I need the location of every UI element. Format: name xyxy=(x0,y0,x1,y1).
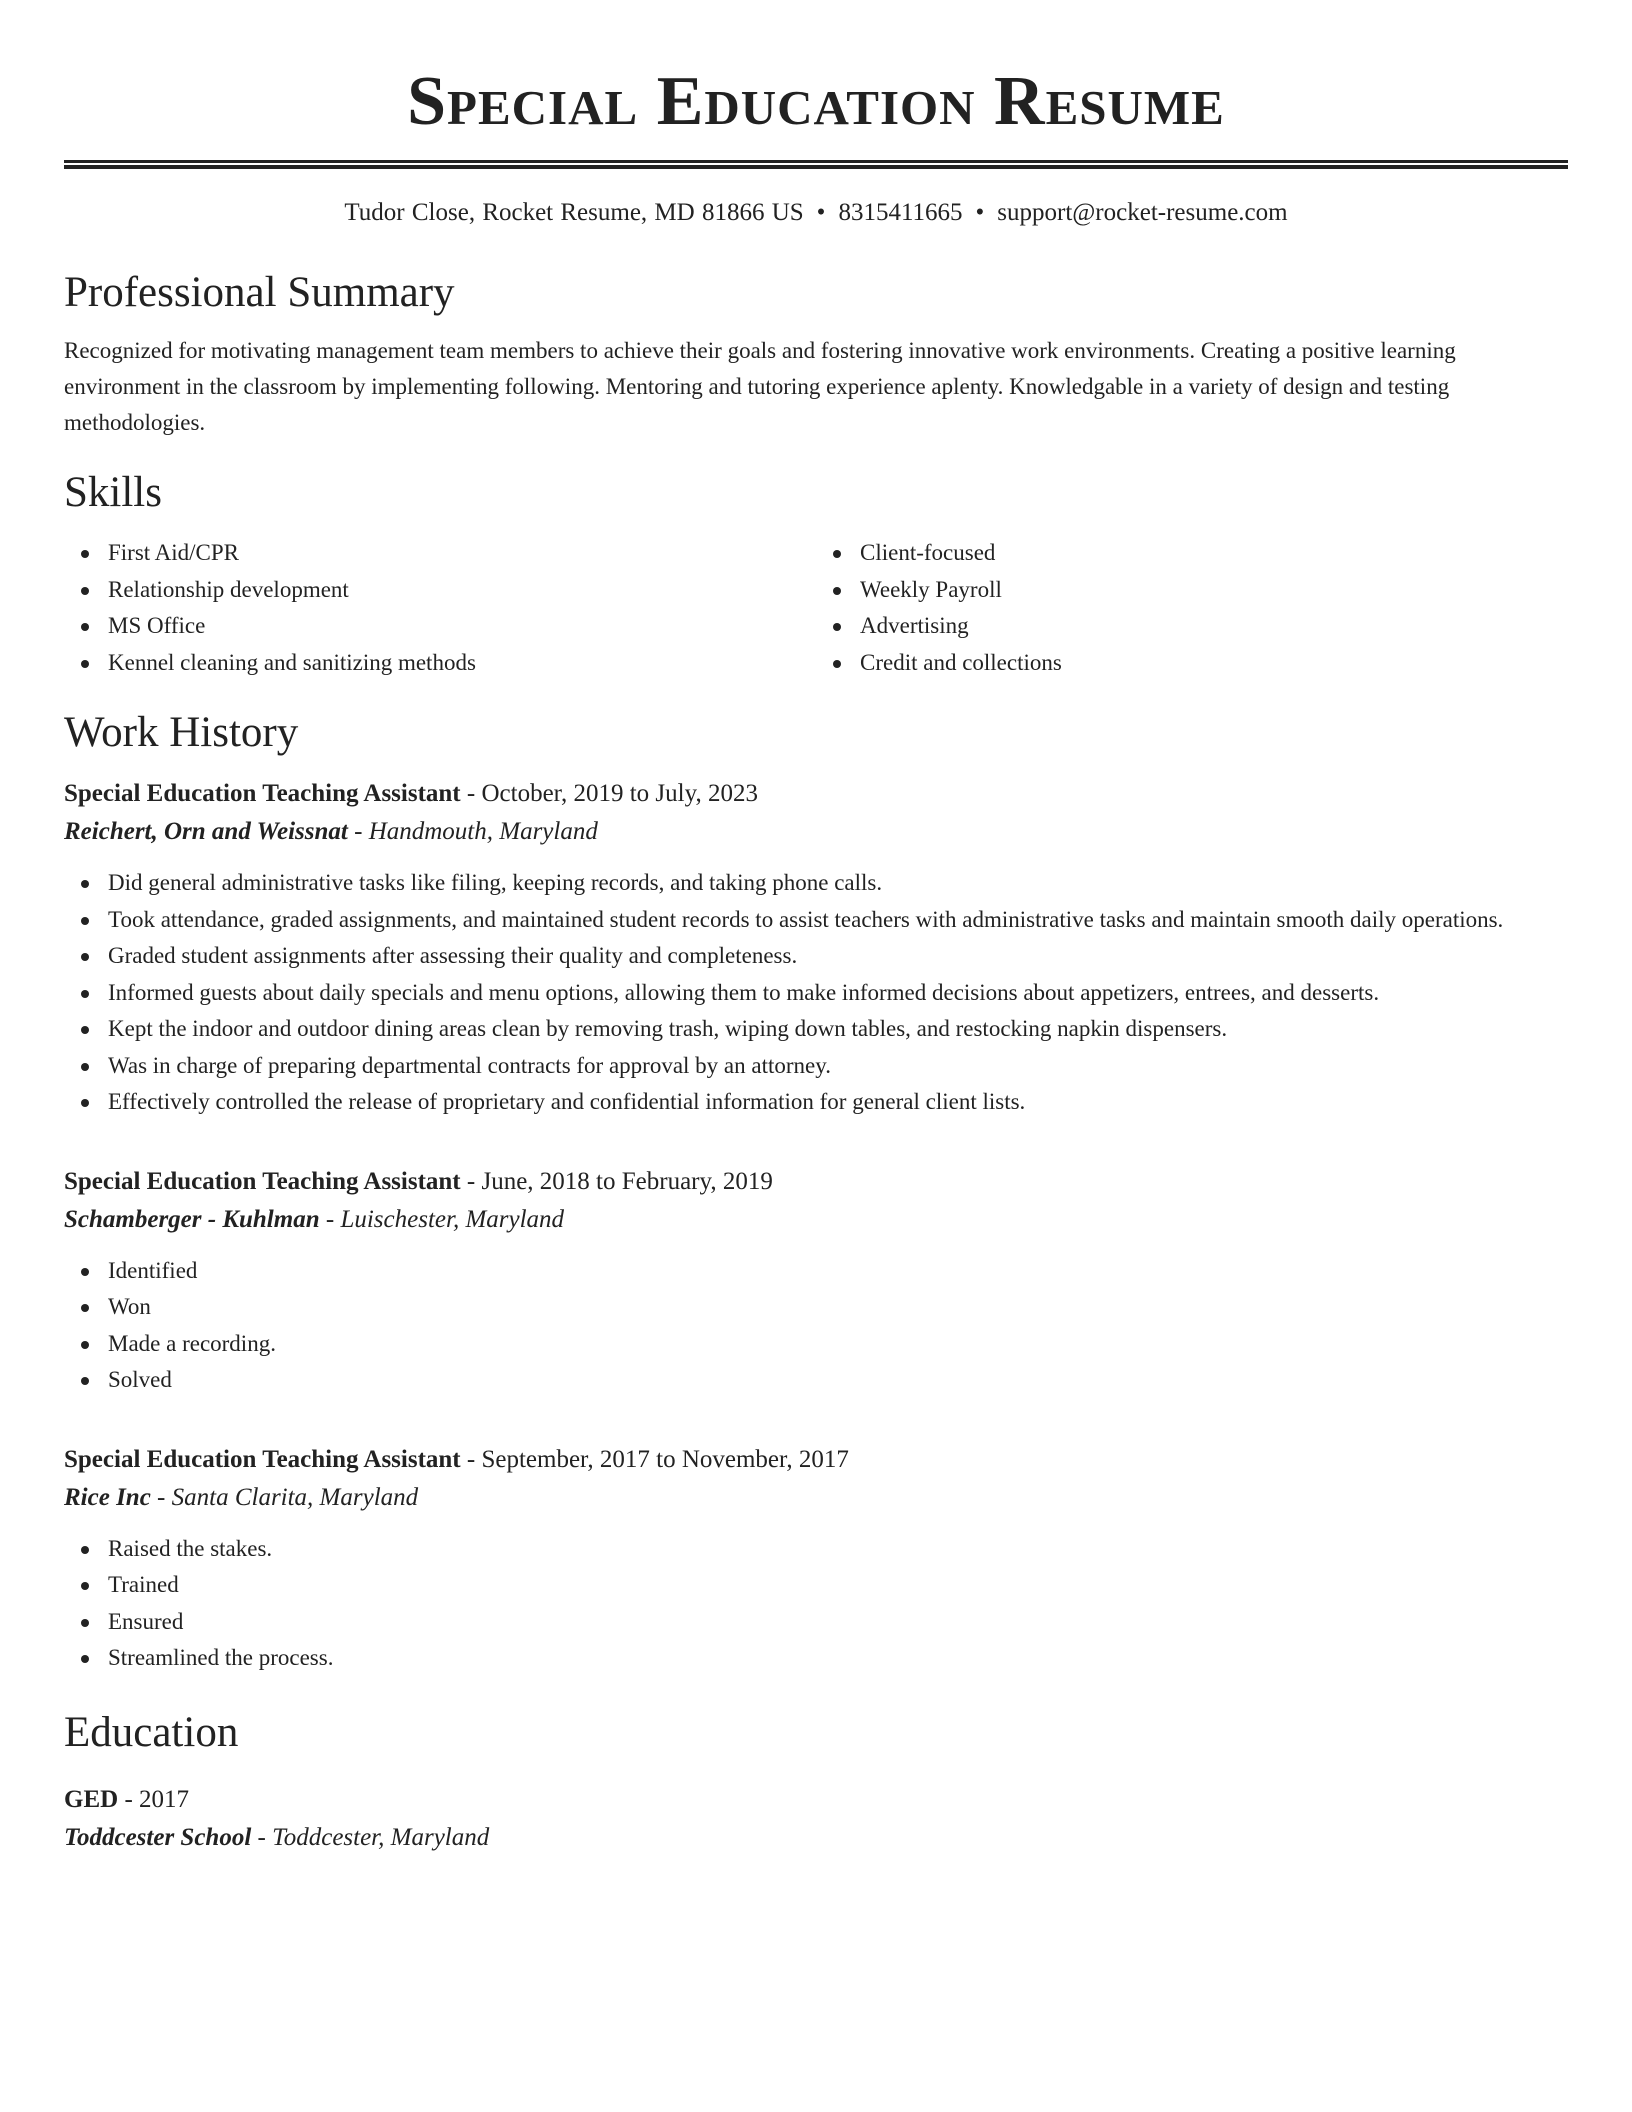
employer-line: Rice Inc - Santa Clarita, Maryland xyxy=(64,1483,419,1511)
duty-item: Made a recording. xyxy=(64,1326,1568,1363)
contact-address: Tudor Close, Rocket Resume, MD 81866 US xyxy=(344,199,804,226)
work-history-heading: Work History xyxy=(64,709,299,756)
employer-name: Reichert, Orn and Weissnat xyxy=(64,818,348,845)
summary-text: Recognized for motivating management team members to achieve their goals and fostering innovative work environments. Creating a positive learning environment in the classroom by implementing following. Mentoring and tutoring experience aplenty. Knowledgable in a variety of design and testing methodologies. xyxy=(64,338,1456,435)
skill-item: Weekly Payroll xyxy=(816,572,1568,609)
contact-separator: • xyxy=(975,199,985,226)
duty-item: Kept the indoor and outdoor dining areas clean by removing trash, wiping down tables, and restocking napkin dispensers. xyxy=(64,1011,1568,1048)
duty-item: Identified xyxy=(64,1253,1568,1290)
skill-item: Advertising xyxy=(816,608,1568,645)
employer-line: Reichert, Orn and Weissnat - Handmouth, Maryland xyxy=(64,818,598,845)
contact-separator: • xyxy=(816,199,826,226)
skill-item: Client-focused xyxy=(816,535,1568,572)
duty-item: Trained xyxy=(64,1567,1568,1604)
job-title-line: Special Education Teaching Assistant - June, 2018 to February, 2019 xyxy=(64,1167,773,1195)
contact-phone: 8315411665 xyxy=(838,199,963,226)
title-divider xyxy=(64,160,1568,169)
duty-item: Was in charge of preparing departmental contracts for approval by an attorney. xyxy=(64,1048,1568,1085)
duty-item: Streamlined the process. xyxy=(64,1640,1568,1677)
summary-heading: Professional Summary xyxy=(64,269,455,316)
education-heading: Education xyxy=(64,1708,239,1756)
job-dates: October, 2019 to July, 2023 xyxy=(481,780,758,807)
job-title: Special Education Teaching Assistant xyxy=(64,1445,461,1473)
job-title-line: Special Education Teaching Assistant - October, 2019 to July, 2023 xyxy=(64,780,758,807)
job-dates: June, 2018 to February, 2019 xyxy=(481,1167,773,1195)
school-location: Toddcester, Maryland xyxy=(272,1823,490,1851)
skills-column-left xyxy=(64,535,816,681)
school-name: Toddcester School xyxy=(64,1823,252,1851)
skill-item: Relationship development xyxy=(64,572,816,609)
duty-item: Graded student assignments after assessing their quality and completeness. xyxy=(64,938,1568,975)
job-duties xyxy=(64,1531,1568,1677)
contact-line xyxy=(64,195,1568,231)
duty-item: Won xyxy=(64,1289,1568,1326)
job-title: Special Education Teaching Assistant xyxy=(64,780,461,807)
skills-heading: Skills xyxy=(64,469,162,516)
job-title: Special Education Teaching Assistant xyxy=(64,1167,461,1195)
duty-item: Took attendance, graded assignments, and maintained student records to assist teachers with administrative tasks and maintain smooth daily operations. xyxy=(64,902,1568,939)
employer-line: Schamberger - Kuhlman - Luischester, Maryland xyxy=(64,1205,565,1233)
job-entry xyxy=(64,1441,1568,1677)
duty-item: Solved xyxy=(64,1362,1568,1399)
job-entry xyxy=(64,1163,1568,1399)
skill-item: Credit and collections xyxy=(816,645,1568,682)
skill-item: Kennel cleaning and sanitizing methods xyxy=(64,645,816,682)
contact-email: support@rocket-resume.com xyxy=(997,199,1288,226)
school-line: Toddcester School - Toddcester, Maryland xyxy=(64,1823,490,1851)
employer-location: Handmouth, Maryland xyxy=(368,818,598,845)
employer-location: Santa Clarita, Maryland xyxy=(171,1483,419,1511)
duty-item: Ensured xyxy=(64,1604,1568,1641)
education-entry xyxy=(64,1781,1568,1857)
skill-item: MS Office xyxy=(64,608,816,645)
skills-column-right xyxy=(816,535,1568,681)
degree: GED xyxy=(64,1785,119,1813)
job-duties xyxy=(64,1253,1568,1399)
skills-list xyxy=(64,535,1568,681)
job-entry xyxy=(64,775,1568,1121)
degree-line: GED - 2017 xyxy=(64,1785,190,1813)
resume-page xyxy=(64,0,1568,1857)
duty-item: Raised the stakes. xyxy=(64,1531,1568,1568)
duty-item: Informed guests about daily specials and menu options, allowing them to make informed decisions about appetizers, entrees, and desserts. xyxy=(64,975,1568,1012)
duty-item: Effectively controlled the release of proprietary and confidential information for general client lists. xyxy=(64,1084,1568,1121)
page-title: Special Education Resume xyxy=(407,63,1225,140)
employer-name: Rice Inc xyxy=(64,1483,151,1511)
duty-item: Did general administrative tasks like filing, keeping records, and taking phone calls. xyxy=(64,865,1568,902)
employer-name: Schamberger - Kuhlman xyxy=(64,1205,320,1233)
skill-item: First Aid/CPR xyxy=(64,535,816,572)
graduation-year: 2017 xyxy=(139,1785,190,1813)
job-duties xyxy=(64,865,1568,1121)
employer-location: Luischester, Maryland xyxy=(340,1205,565,1233)
job-title-line: Special Education Teaching Assistant - September, 2017 to November, 2017 xyxy=(64,1445,849,1473)
job-dates: September, 2017 to November, 2017 xyxy=(481,1445,849,1473)
